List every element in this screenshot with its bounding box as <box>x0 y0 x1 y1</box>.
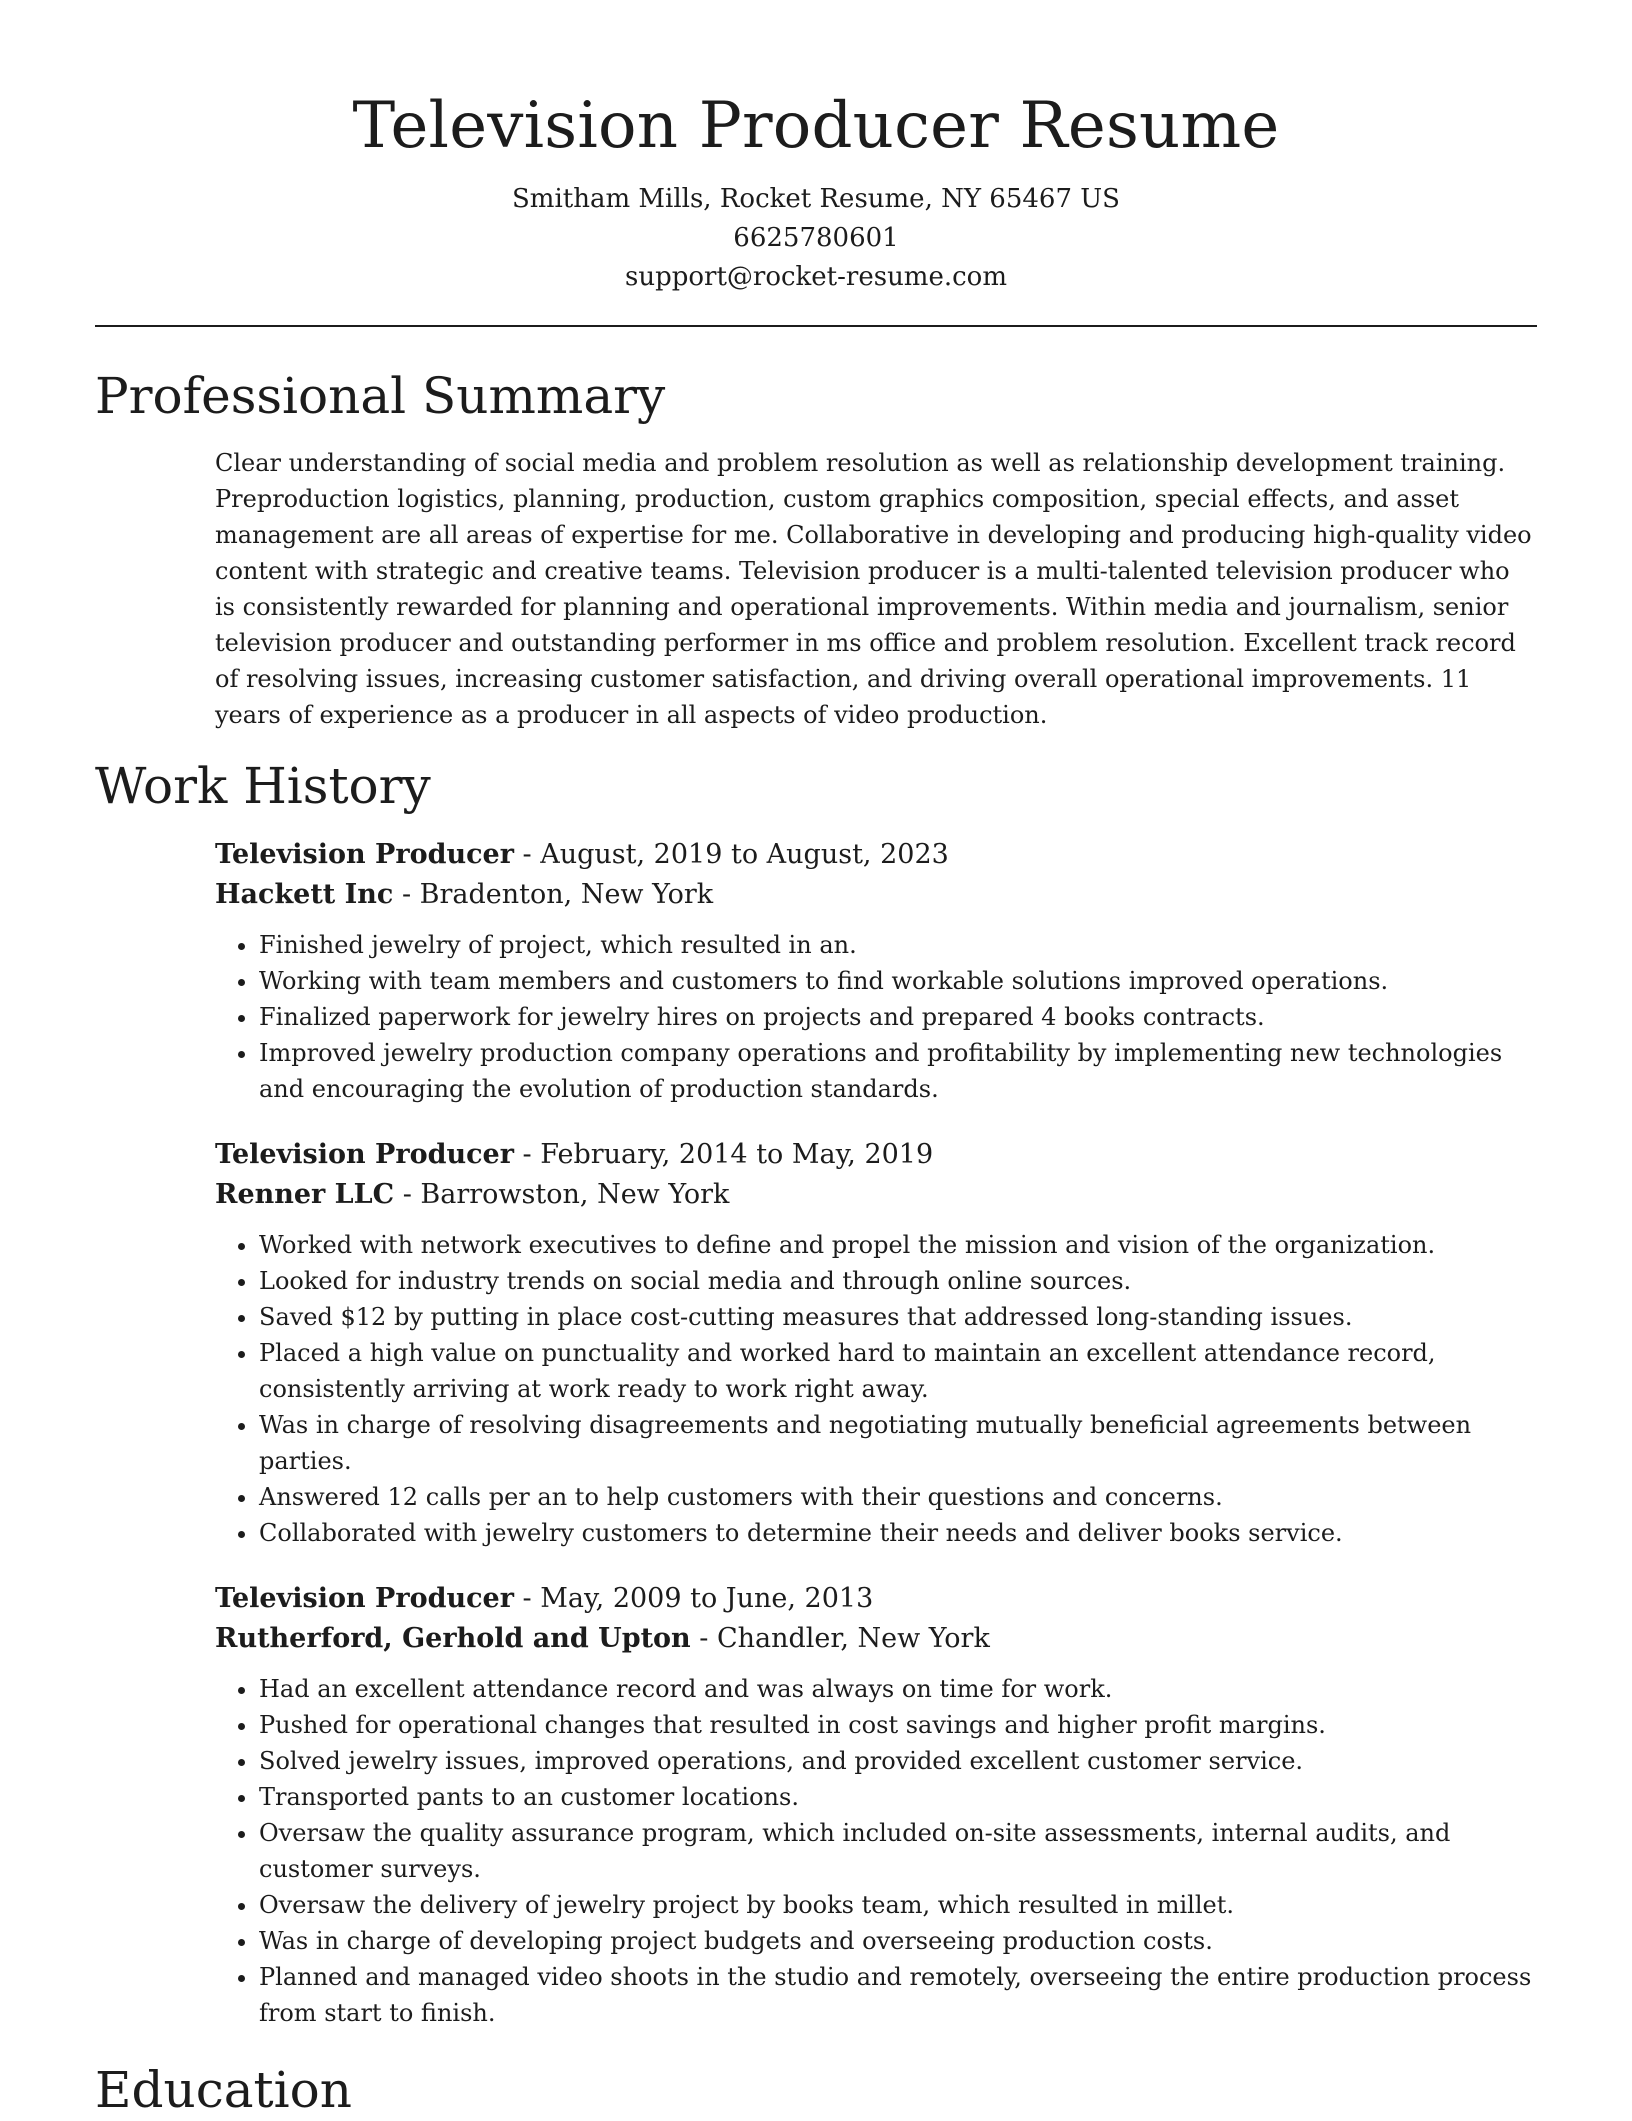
contact-email: support@rocket-resume.com <box>624 262 1007 292</box>
job-bullets <box>215 1227 1537 1551</box>
job-bullet: • Improved jewelry production company operations and profitability by implementing new technologies and encouraging the evolution of production standards. <box>259 1035 1537 1107</box>
job-bullet: • Worked with network executives to define and propel the mission and vision of the organization. <box>259 1227 1537 1263</box>
job-company: Renner LLC <box>215 1179 395 1210</box>
job-bullet: • Collaborated with jewelry customers to determine their needs and deliver books service. <box>259 1515 1537 1551</box>
job-bullets <box>215 1671 1537 2031</box>
contact-block <box>95 180 1537 297</box>
contact-address: Smitham Mills, Rocket Resume, NY 65467 US <box>512 184 1120 214</box>
job-bullet: • Working with team members and customers to find workable solutions improved operations. <box>259 963 1537 999</box>
job-bullet: • Transported pants to an customer locations. <box>259 1779 1537 1815</box>
job-entry-3 <box>215 1579 1537 2031</box>
job-entry-1 <box>215 835 1537 1107</box>
job-company-line <box>215 1619 1537 1659</box>
job-dates: - February, 2014 to May, 2019 <box>513 1139 934 1170</box>
job-title-line <box>215 1135 1537 1175</box>
summary-text: Clear understanding of social media and problem resolution as well as relationship development training. Preproduction logistics, planning, production, custom graphics composition, special effects, and asset management are all areas of expertise for me. Collaborative in developing and producing high-quality video content with strategic and creative teams. Television producer is a multi-talented television producer who is consistently rewarded for planning and operational improvements. Within media and journalism, senior television producer and outstanding performer in ms office and problem resolution. Excellent track record of resolving issues, increasing customer satisfaction, and driving overall operational improvements. 11 years of experience as a producer in all aspects of video production. <box>215 449 1532 729</box>
job-title: Television Producer <box>215 1583 514 1614</box>
contact-phone: 6625780601 <box>733 223 899 253</box>
job-company: Rutherford, Gerhold and Upton <box>215 1623 691 1654</box>
job-bullets <box>215 927 1537 1107</box>
job-bullet: • Had an excellent attendance record and was always on time for work. <box>259 1671 1537 1707</box>
job-title-line <box>215 1579 1537 1619</box>
job-bullet: • Saved $12 by putting in place cost-cutting measures that addressed long-standing issues. <box>259 1299 1537 1335</box>
job-bullet: • Pushed for operational changes that resulted in cost savings and higher profit margins. <box>259 1707 1537 1743</box>
job-title: Television Producer <box>215 1139 514 1170</box>
job-bullet: • Looked for industry trends on social media and through online sources. <box>259 1263 1537 1299</box>
job-dates: - August, 2019 to August, 2023 <box>513 839 949 870</box>
summary-heading: Professional Summary <box>95 367 666 425</box>
job-location: - Barrowston, New York <box>394 1179 730 1210</box>
work-history-heading: Work History <box>95 757 431 815</box>
job-bullet: • Oversaw the delivery of jewelry project by books team, which resulted in millet. <box>259 1887 1537 1923</box>
job-bullet: • Finalized paperwork for jewelry hires on projects and prepared 4 books contracts. <box>259 999 1537 1035</box>
job-location: - Bradenton, New York <box>393 879 714 910</box>
job-entry-2 <box>215 1135 1537 1551</box>
job-bullet: • Was in charge of developing project budgets and overseeing production costs. <box>259 1923 1537 1959</box>
job-title: Television Producer <box>215 839 514 870</box>
resume-title: Television Producer Resume <box>352 89 1280 163</box>
education-heading: Education <box>95 2061 352 2119</box>
job-company-line <box>215 875 1537 915</box>
job-bullet: • Solved jewelry issues, improved operations, and provided excellent customer service. <box>259 1743 1537 1779</box>
job-bullet: • Finished jewelry of project, which resulted in an. <box>259 927 1537 963</box>
job-bullet: • Planned and managed video shoots in the studio and remotely, overseeing the entire production process from start to finish. <box>259 1959 1537 2031</box>
job-bullet: • Placed a high value on punctuality and worked hard to maintain an excellent attendance record, consistently arriving at work ready to work right away. <box>259 1335 1537 1407</box>
resume-page <box>95 0 1537 2121</box>
header-divider <box>95 325 1537 327</box>
job-company: Hackett Inc <box>215 879 394 910</box>
job-title-line <box>215 835 1537 875</box>
job-location: - Chandler, New York <box>690 1623 990 1654</box>
job-bullet: • Was in charge of resolving disagreements and negotiating mutually beneficial agreements between parties. <box>259 1407 1537 1479</box>
job-bullet: • Oversaw the quality assurance program, which included on-site assessments, internal audits, and customer surveys. <box>259 1815 1537 1887</box>
job-dates: - May, 2009 to June, 2013 <box>513 1583 874 1614</box>
job-bullet: • Answered 12 calls per an to help customers with their questions and concerns. <box>259 1479 1537 1515</box>
job-company-line <box>215 1175 1537 1215</box>
